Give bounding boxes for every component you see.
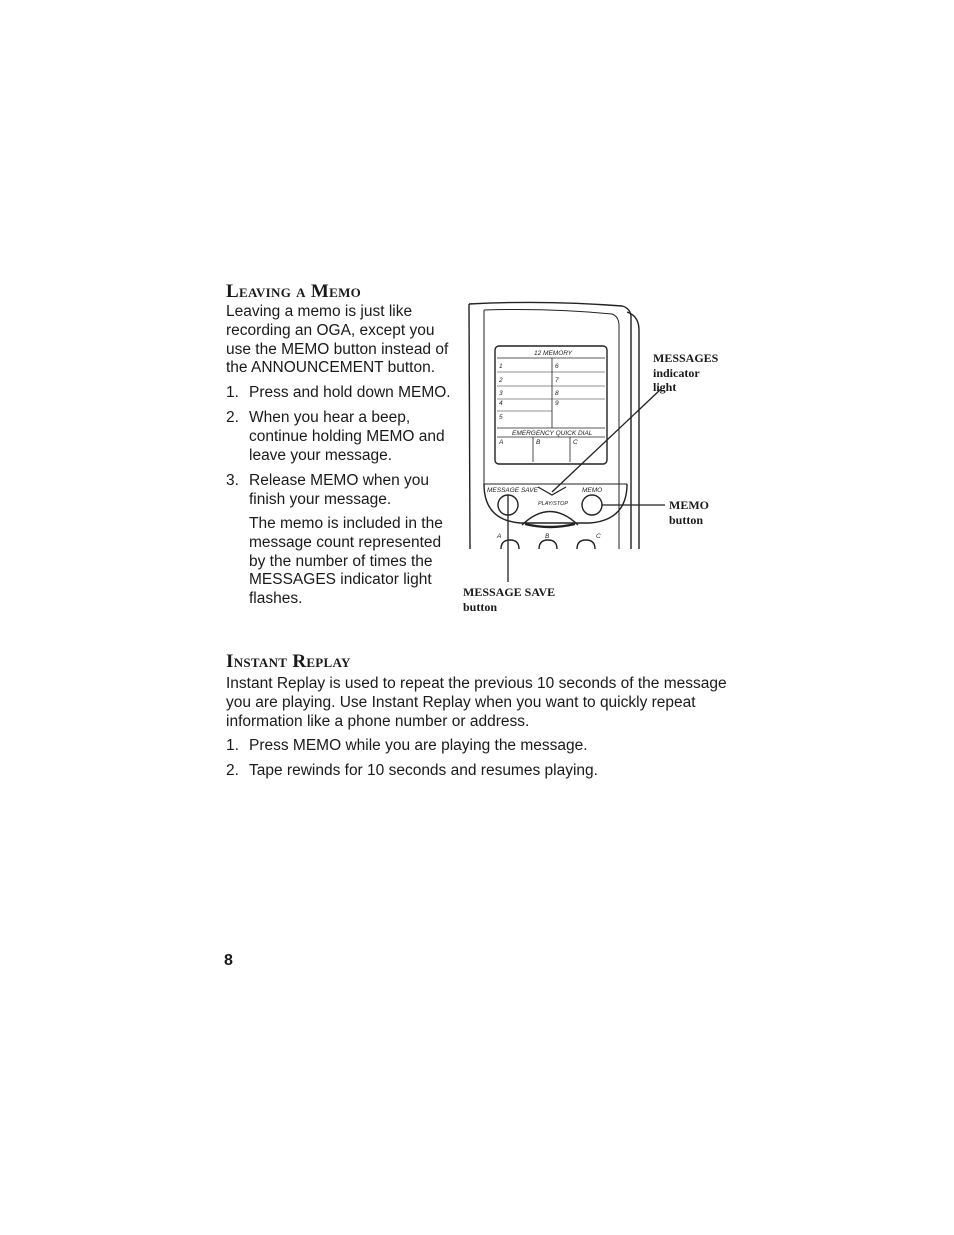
- callout-line: MESSAGE SAVE: [463, 585, 556, 599]
- card-title: 12 MEMORY: [534, 350, 573, 357]
- memo-intro-line: the ANNOUNCEMENT button.: [226, 359, 436, 377]
- callout-line: MEMO: [669, 498, 709, 512]
- step-line: leave your message.: [249, 446, 393, 464]
- emergency-column: A: [499, 439, 504, 446]
- step-number: 2.: [226, 409, 239, 426]
- emergency-label: EMERGENCY QUICK DIAL: [512, 430, 593, 437]
- step-number: 2.: [226, 762, 239, 779]
- callout-line: indicator: [653, 365, 700, 380]
- memo-note-line: The memo is included in the: [249, 515, 443, 532]
- device-left-edge: [469, 304, 470, 549]
- callout-line: MESSAGES: [653, 351, 719, 365]
- callout-line: button: [463, 599, 498, 614]
- page-number: 8: [224, 952, 233, 969]
- quick-dial-button-c[interactable]: [577, 540, 595, 549]
- memo-intro-line: recording an OGA, except you: [226, 321, 435, 339]
- section-title-instant-replay: Instant Replay: [226, 651, 351, 672]
- button-row-label: A: [497, 533, 502, 540]
- card-number: 2: [499, 377, 503, 384]
- section-title-leaving-a-memo: Leaving a Memo: [226, 281, 362, 302]
- step-number: 1.: [226, 384, 239, 401]
- step-line: Press MEMO while you are playing the message.: [249, 737, 588, 754]
- step-line: When you hear a beep,: [249, 409, 411, 426]
- card-number: 4: [499, 400, 503, 407]
- memo-note-line: flashes.: [249, 590, 303, 608]
- card-number: 5: [499, 414, 503, 421]
- message-save-callout: [463, 585, 555, 614]
- memo-label: MEMO: [582, 487, 603, 494]
- card-number: 1: [499, 363, 503, 370]
- card-number: 8: [555, 390, 559, 397]
- memory-card: [495, 346, 607, 464]
- play-stop-label: PLAY/STOP: [538, 501, 569, 507]
- emergency-column: C: [573, 439, 578, 446]
- messages-light-callout: [653, 351, 718, 395]
- replay-intro-line: Instant Replay is used to repeat the previous 10 seconds of the message: [226, 675, 727, 692]
- device-side-edge: [627, 312, 639, 549]
- step-line: Tape rewinds for 10 seconds and resumes playing.: [249, 762, 598, 779]
- callout-line: button: [669, 512, 704, 527]
- memo-note-line: by the number of times the: [249, 552, 433, 570]
- step-text: [249, 762, 729, 781]
- replay-intro-line: you are playing. Use Instant Replay when you want to quickly repeat: [226, 693, 696, 711]
- quick-dial-button-b[interactable]: [539, 540, 557, 549]
- step-line: continue holding MEMO and: [249, 427, 445, 445]
- card-number: 3: [499, 390, 503, 397]
- emergency-column: B: [536, 439, 541, 446]
- card-number: 7: [555, 377, 559, 384]
- callout-line: light: [653, 380, 677, 394]
- step-line: Release MEMO when you: [249, 472, 430, 489]
- memo-note-line: message count represented: [249, 533, 442, 551]
- play-stop-button-base: [525, 524, 575, 527]
- step-line: finish your message.: [249, 490, 392, 508]
- step-line: Press and hold down MEMO.: [249, 384, 451, 401]
- replay-intro: [226, 675, 727, 731]
- step-text: [249, 737, 729, 756]
- step-number: 1.: [226, 737, 239, 754]
- button-row-label: B: [545, 533, 550, 540]
- button-row-label: C: [596, 533, 601, 540]
- memo-button-callout: [669, 498, 709, 527]
- memo-button[interactable]: [582, 495, 602, 515]
- memo-note-line: MESSAGES indicator light: [249, 571, 432, 589]
- card-number: 9: [555, 400, 559, 407]
- step-number: 3.: [226, 472, 239, 489]
- memo-intro-line: use the MEMO button instead of: [226, 340, 449, 358]
- replay-intro-line: information like a phone number or address.: [226, 712, 530, 730]
- memo-intro-line: Leaving a memo is just like: [226, 303, 413, 320]
- card-number: 6: [555, 363, 559, 370]
- message-save-label: MESSAGE SAVE: [487, 487, 538, 494]
- messages-indicator-light: [538, 487, 566, 495]
- quick-dial-button-a[interactable]: [501, 540, 519, 549]
